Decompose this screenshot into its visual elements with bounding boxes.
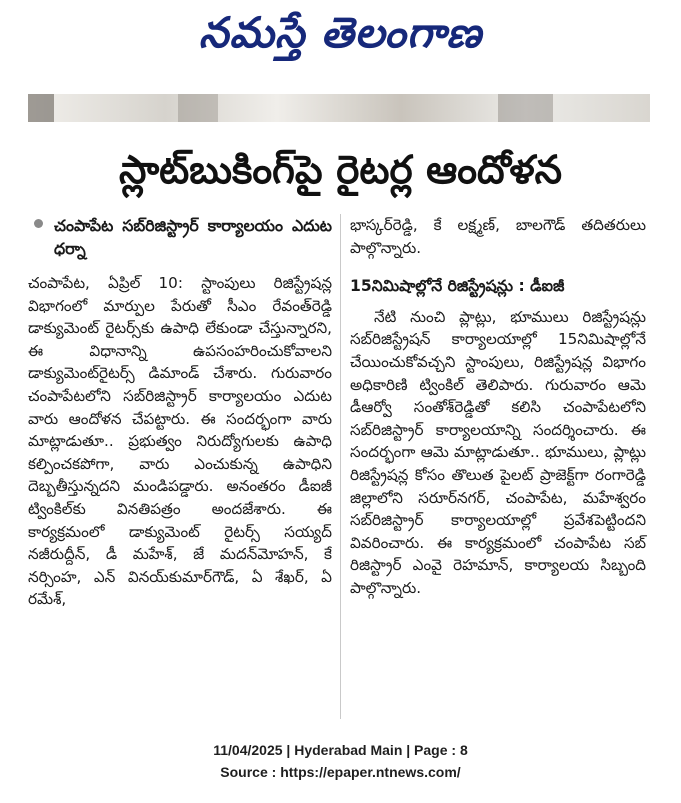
article-column-2 — [350, 214, 646, 600]
bullet-icon — [34, 219, 43, 228]
article-subheading-2: 15నిమిషాల్లోనే రిజిస్ట్రేషన్లు : డీఐజీ — [350, 277, 565, 296]
article-body-2: నేటి నుంచి ప్లాట్లు, భూములు రిజిస్ట్రేషన్లు సబ్‌రిజిస్ట్రేషన్ కార్యాలయాల్లో 15నిమిషాల్లోనే చేయించుకోవచ్చని స్టాంపులు, రిజిస్ట్రేషన్ల విభాగం అధికారిణి ట్వింకిల్ తెలిపారు. గురువారం ఆమె డీఆర్వో సంతోశ్‌రెడ్డితో కలిసి చంపాపేటలోని సబ్‌రిజిస్ట్రార్ కార్యాలయాన్ని సందర్శించారు. ఈ సందర్భంగా ఆమె మాట్లాడుతూ.. భూములు, ప్లాట్లు రిజిస్ట్రేషన్ల కోసం తొలుత పైలట్ ప్రాజెక్ట్‌గా రంగారెడ్డి జిల్లాలోని సరూర్‌నగర్, చంపాపేట, మహేశ్వరం సబ్‌రిజిస్ట్రార్ కార్యాలయాల్లో ప్రవేశపెట్టిందని వివరించారు. ఈ కార్యక్రమంలో చంపాపేట సబ్ రిజిస్ట్రార్ ఎంవై రెహమాన్, కార్యాలయ సిబ్బంది పాల్గొన్నారు. — [350, 307, 646, 597]
column-divider — [340, 214, 341, 719]
subheading-text: చంపాపేట సబ్‌రిజిస్ట్రార్ కార్యాలయం ఎదుట ధర్నా — [54, 216, 332, 258]
article-subheading — [28, 214, 332, 260]
masthead — [0, 0, 681, 66]
photo-shadow — [498, 94, 553, 122]
photo-shadow — [28, 94, 54, 122]
cropped-photo-strip — [28, 94, 650, 122]
masthead-logo: నమస్తే తెలంగాణ — [198, 8, 483, 57]
footer-source: Source : https://epaper.ntnews.com/ — [220, 764, 461, 780]
article-body-continued: భాస్కర్‌రెడ్డి, కే లక్ష్మణ్, బాలగౌడ్ తదితరులు పాల్గొన్నారు. — [350, 216, 646, 257]
photo-shadow — [178, 94, 218, 122]
article-column-1 — [28, 214, 332, 611]
article-body: చంపాపేట, ఏప్రిల్ 10: స్టాంపులు రిజిస్ట్రేషన్ల విభాగంలో మార్పుల పేరుతో సీఎం రేవంత్‌రెడ్డి డాక్యుమెంట్ రైటర్స్‌కు ఉపాధి లేకుండా చేస్తున్నారని, ఈ విధానాన్ని ఉపసంహరించుకోవాలని డాక్యుమెంట్‌రైటర్స్ డిమాండ్ చేశారు. గురువారం చంపాపేటలోని సబ్‌రిజిస్ట్రార్ కార్యాలయం ఎదుట వారు ఆందోళన చేపట్టారు. ఈ సందర్భంగా వారు మాట్లాడుతూ.. ప్రభుత్వం నిరుద్యోగులకు ఉపాధి కల్పించకపోగా, వారు ఎంచుకున్న ఉపాధిని దెబ్బతీస్తున్నదని మండిపడ్డారు. అనంతరం డీఐజీ ట్వింకిల్‌కు వినతిపత్రం అందజేశారు. ఈ కార్యక్రమంలో డాక్యుమెంట్ రైటర్స్ సయ్యద్ నజీరుద్దీన్, డీ మహేశ్, జే మదన్‌మోహన్, కే నర్సింహ, ఎన్ వినయ్‌కుమార్‌గౌడ్, ఏ శేఖర్, ఏ రమేశ్, — [28, 274, 332, 609]
headline: స్లాట్‌బుకింగ్‌పై రైటర్ల ఆందోళన — [118, 148, 563, 193]
footer-dateline: 11/04/2025 | Hyderabad Main | Page : 8 — [213, 742, 468, 758]
